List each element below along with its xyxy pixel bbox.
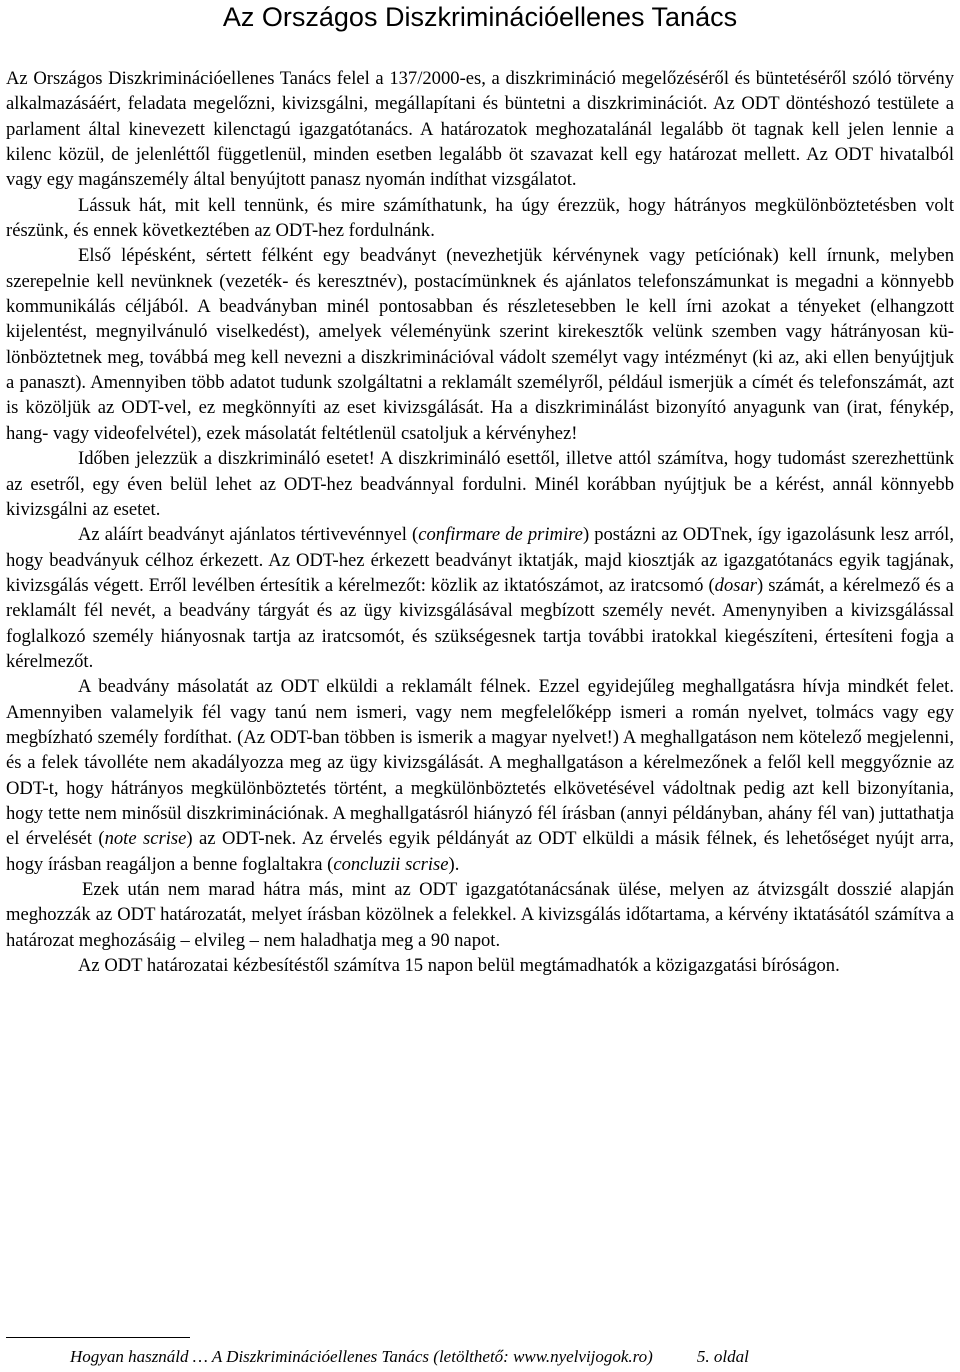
paragraph-first-step: Első lépésként, sértett félként egy beadványt (nevezhetjük kérvénynek vagy petíciónak) kell írnunk, melyben szerepelnie kell nevünknek (vezeték- és keresztnév), postacímünknek és ajánlatos telefonszámunkat is megadni a könnyebb kommunikálás céljából. A beadványban minél pontosabban és részletesebben le kell írni azokat a tényeket (elhangzott kijelentést, megnyilvánuló viselkedést), amelyek véleményünk szerint kirekesztők velünk szemben vagy hátrányosan különböztetnek meg, továbbá meg kell nevezni a diszkriminációval vádolt személyt vagy intézményt (ki az, aki ellen benyújtjuk a panaszt). Amennyiben több adatot tudunk szolgáltatni a reklamált személyről, például ismerjük a címét és telefonszámát, azt is közöljük az ODT-vel, ez megkönnyíti az eset kivizsgálását. Ha a diszkriminálást bizonyító anyagunk van (irat, fénykép, hang- vagy videofelvétel), ezek másolatát feltétlenül csatoljuk a kérvényhez! — [6, 245, 954, 444]
page-number: 5. oldal — [696, 1347, 749, 1366]
paragraph-decision: Ezek után nem marad hátra más, mint az ODT igazgatótanácsának ülése, melyen az átvizsgált dosszié alapján meghozzák az ODT határozatát, melyet írásban közölnek a felekkel. A kivizsgálás időtartama, a kérvény iktatásától számítva a határozat meghozásáig – elvileg – nem haladhatja meg a 90 napot. — [6, 879, 954, 951]
footer-divider — [6, 1337, 190, 1338]
paragraph-what-to-do: Lássuk hát, mit kell tennünk, és mire számíthatunk, ha úgy érezzük, hogy hátrányos megkülönböztetésben volt részünk, és ennek következtében az ODT-hez fordulnánk. — [6, 194, 954, 242]
footer-text: Hogyan használd … A Diszkriminációellenes Tanács (letölthető: www.nyelvijogok.ro) — [70, 1347, 653, 1366]
page-footer — [70, 1346, 749, 1368]
paragraph-timing: Időben jelezzük a diszkrimináló esetet! A diszkrimináló esettől, illetve attól számítva, hogy tudomást szerezhettünk az esetről, egy éven belül lehet az ODT-hez beadvánnyal fordulni. Minél korábban nyújtjuk be a kérést, annál könnyebb kivizsgálni az esetet. — [6, 448, 954, 520]
term-note-scrise: note scrise — [104, 828, 187, 850]
term-confirmare: confirmare de primire — [418, 524, 583, 546]
paragraph-intro: Az Országos Diszkriminációellenes Tanács felel a 137/2000-es, a diszkrimináció megelőzéséről és büntetéséről szóló törvény alkalmazásáért, feladata megelőzni, kivizsgálni, megállapítani és büntetni a diszkriminációt. Az ODT döntéshozó testülete a parlament által kinevezett kilenctagú igazgatótanács. A határozatok meghozatalánál legalább öt tagnak kell jelen lennie a kilenc közül, de jelenléttől függetlenül, minden esetben legalább öt szavazat kell egy határozat mellett. Az ODT hivatalból vagy egy magánszemély által benyújtott panasz nyomán indíthat vizsgálatot. — [6, 68, 954, 191]
text-run: A beadvány másolatát az ODT elküldi a reklamált félnek. Ezzel egyidejűleg meghallgatásra hívja mindkét felet. Amennyiben valamelyik fél vagy tanú nem ismeri, vagy nem megfelelőképp ismeri a román nyelvet, tolmács vagy egy megbízható személy fordíthat. (Az ODT-ban többen is ismerik a magyar nyelvet!) A meghallgatáson nem kötelező megjelenni, és a felek távolléte nem akadályozza meg az ügy kivizsgálását. A meghallgatáson a kérelmezőnek a felől kell meggyőznie az ODT-t, hogy hátrányos megkülönböztetés történt, a megkülönböztetés elkövetésével vádoltnak pedig azt kell bizonyítania, hogy tette nem minősül diszkriminációnak. A meghallgatásról hiányzó fél írásban (annyi példányban, ahány fél van) juttathatja el érvelését ( — [6, 676, 954, 850]
document-body — [6, 66, 954, 978]
text-run: ) postázni az ODTnek, így igazolásunk lesz arról, hogy beadványuk célhoz érkezett. Az ODT-hez érkezett beadványt iktatják, majd kiosztják az igazgatótanács egyik tagjának, kivizsgálás végett. Erről levélben értesítik a kérelmezőt: közlik az iktatószámot, az iratcsomó ( — [6, 524, 954, 596]
text-run: Az aláírt beadványt ajánlatos tértivevénnyel ( — [78, 524, 419, 546]
term-concluzii-scrise: concluzii scrise — [333, 853, 449, 875]
page-title: Az Országos Diszkriminációellenes Tanács — [222, 2, 738, 32]
text-run: ). — [448, 853, 460, 875]
paragraph-appeal: Az ODT határozatai kézbesítéstől számítva 15 napon belül megtámadhatók a közigazgatási bíróságon. — [78, 955, 840, 977]
paragraph-submission — [6, 522, 954, 674]
term-dosar: dosar — [714, 574, 758, 596]
text-run: ) az ODT-nek. Az érvelés egyik példányát az ODT elküldi a másik félnek, és lehetőséget nyújt arra, hogy írásban reagáljon a benne foglaltakra ( — [6, 828, 954, 875]
paragraph-hearing — [6, 674, 954, 877]
text-run: ) számát, a kérelmező és a reklamált fél nevét, a beadvány tárgyát és az ügy kivizsgálásával megbízott személy nevét. Amenynyiben a kivizsgálással foglalkozó személy hiányosnak tartja az iratcsomót, és szükségesnek tartja további iratokkal kiegészíteni, értesíteni fogja a kérelmezőt. — [6, 574, 954, 672]
